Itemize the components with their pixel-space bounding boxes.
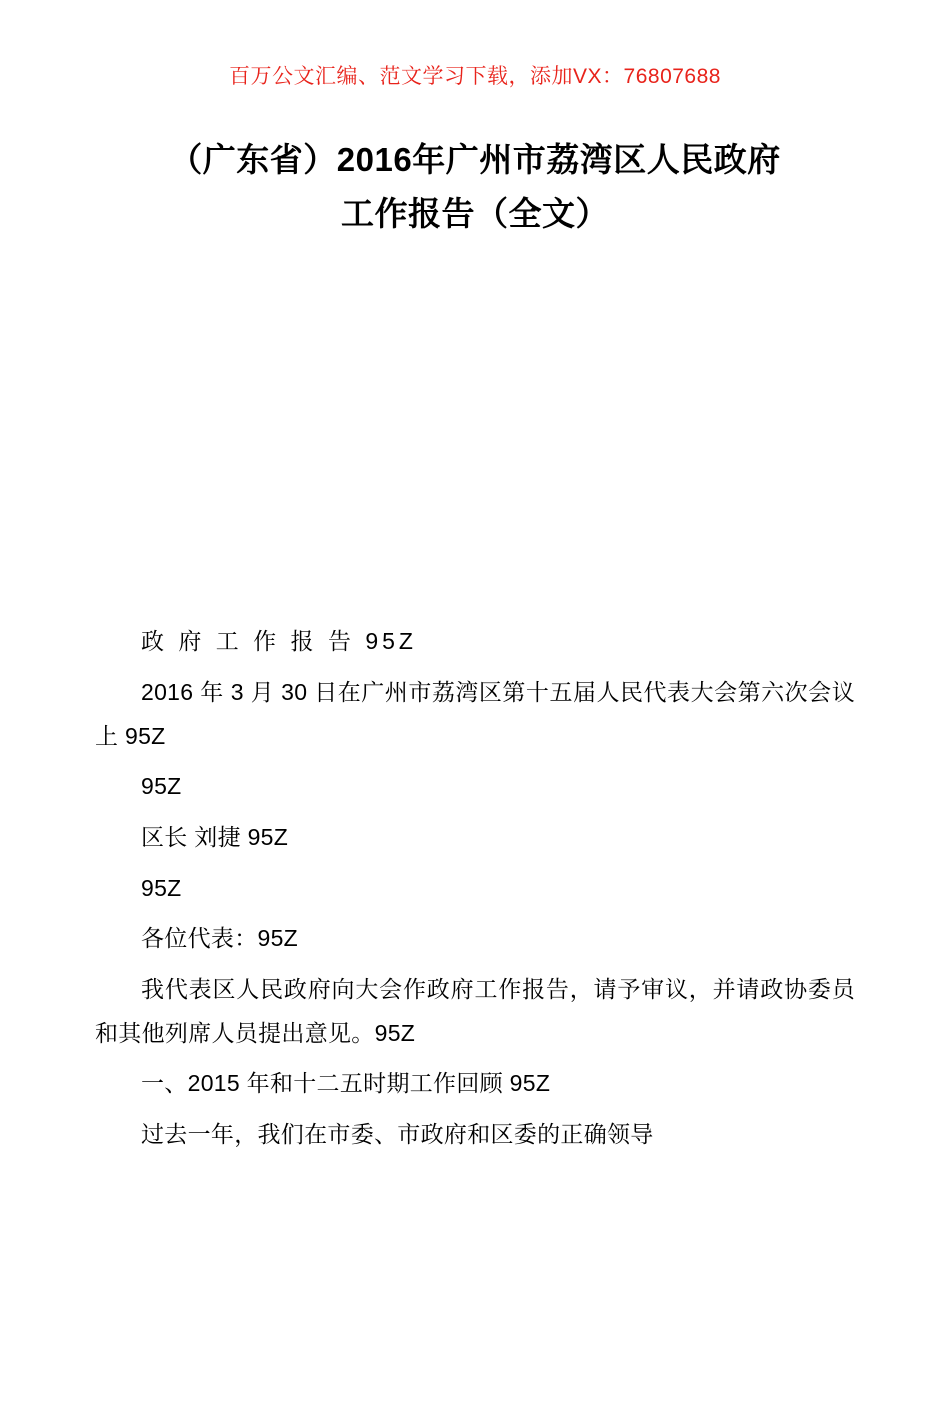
paragraph: 95Z (141, 773, 182, 800)
promo-watermark-text: 百万公文汇编、范文学习下载，添加VX：76807688 (229, 65, 721, 88)
paragraph: 95Z (141, 874, 182, 901)
title-body-spacer (95, 240, 855, 620)
paragraph: 政 府 工 作 报 告 95Z (141, 628, 417, 655)
paragraph: 一、2015 年和十二五时期工作回顾 95Z (141, 1070, 551, 1097)
page-title-line-1: （广东省）2016年广州市荔湾区人民政府 (169, 141, 781, 179)
page-title (95, 133, 855, 240)
document-page (0, 62, 950, 1406)
paragraph: 2016 年 3 月 30 日在广州市荔湾区第十五届人民代表大会第六次会议上 95Z (95, 678, 855, 749)
paragraph: 区长 刘捷 95Z (141, 824, 289, 851)
document-body (95, 620, 855, 1157)
paragraph: 各位代表：95Z (141, 925, 299, 952)
paragraph: 过去一年，我们在市委、市政府和区委的正确领导 (141, 1121, 654, 1148)
paragraph: 我代表区人民政府向大会作政府工作报告，请予审议，并请政协委员和其他列席人员提出意见。95Z (95, 976, 855, 1046)
page-title-line-2: 工作报告（全文） (341, 194, 609, 232)
